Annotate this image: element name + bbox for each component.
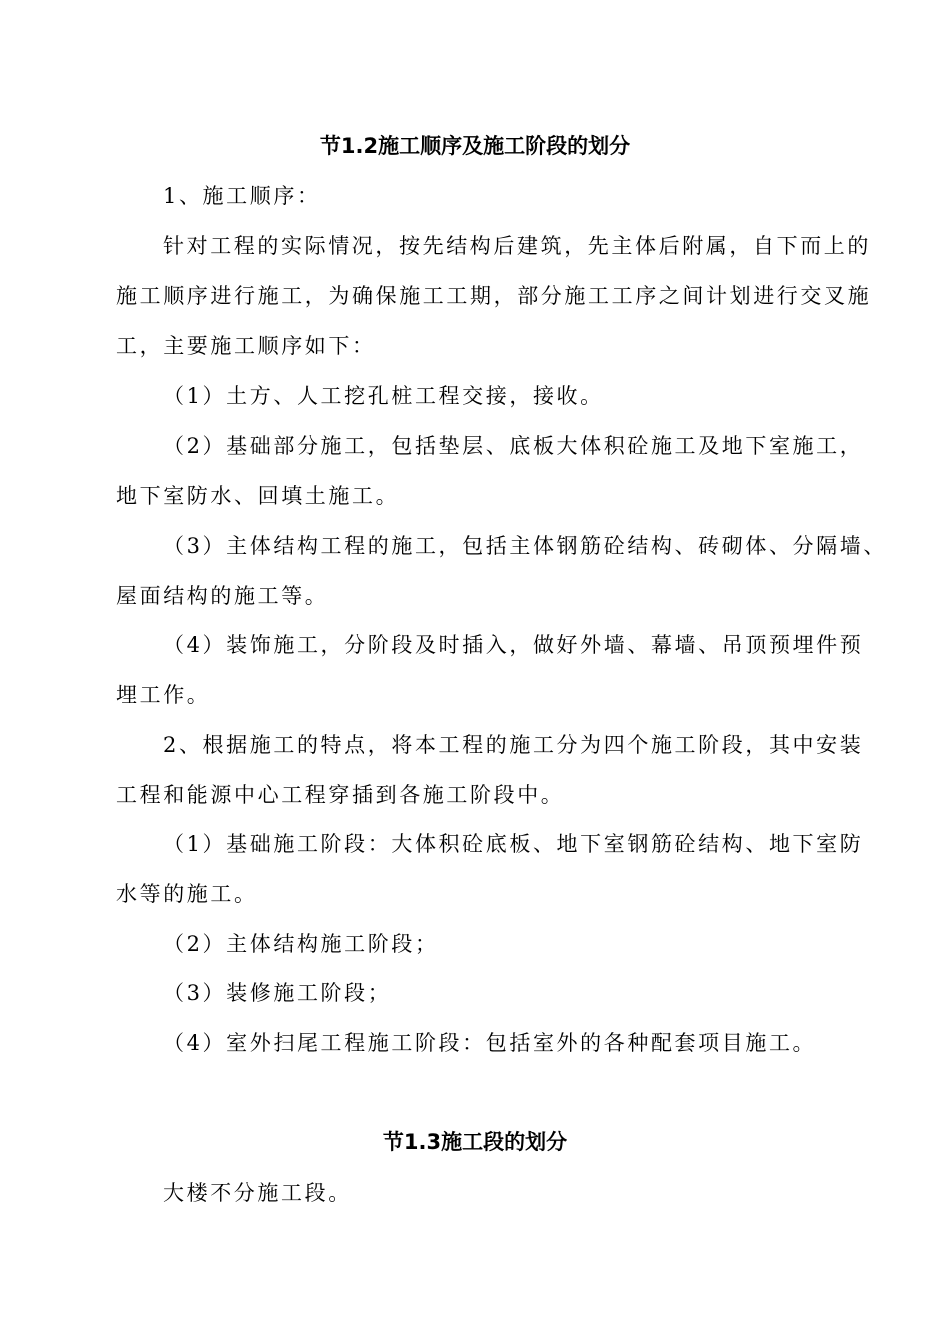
paragraph-line: 水等的施工。 — [116, 882, 258, 906]
paragraph-line: （3）主体结构工程的施工，包括主体钢筋砼结构、砖砌体、分隔墙、 — [163, 534, 887, 558]
paragraph-line: （4）装饰施工，分阶段及时插入，做好外墙、幕墙、吊顶预埋件预 — [163, 633, 864, 657]
paragraph-line: （1）基础施工阶段：大体积砼底板、地下室钢筋砼结构、地下室防 — [163, 832, 864, 856]
paragraph-line: 屋面结构的施工等。 — [116, 584, 329, 608]
paragraph-line: （3）装修施工阶段； — [163, 981, 392, 1005]
paragraph-line: （4）室外扫尾工程施工阶段：包括室外的各种配套项目施工。 — [163, 1031, 817, 1055]
paragraph-line: 针对工程的实际情况，按先结构后建筑，先主体后附属，自下而上的 — [163, 234, 871, 258]
paragraph-line: 大楼不分施工段。 — [163, 1181, 352, 1205]
paragraph-line: （2）基础部分施工，包括垫层、底板大体积砼施工及地下室施工， — [163, 434, 864, 458]
section-1-3-title: 节1.3施工段的划分 — [382, 1130, 568, 1154]
paragraph-line: 施工顺序进行施工，为确保施工工期，部分施工工序之间计划进行交叉施 — [116, 284, 872, 308]
paragraph-line: 工，主要施工顺序如下： — [116, 334, 376, 358]
paragraph-line: 工程和能源中心工程穿插到各施工阶段中。 — [116, 783, 565, 807]
paragraph-line: （2）主体结构施工阶段； — [163, 932, 439, 956]
section-1-2-title: 节1.2施工顺序及施工阶段的划分 — [319, 134, 631, 158]
paragraph-line: 2、根据施工的特点，将本工程的施工分为四个施工阶段，其中安装 — [163, 733, 864, 757]
paragraph-line: 埋工作。 — [116, 683, 211, 707]
paragraph-line: （1）土方、人工挖孔桩工程交接，接收。 — [163, 384, 604, 408]
paragraph-line: 地下室防水、回填土施工。 — [116, 484, 400, 508]
paragraph-line: 1、施工顺序： — [163, 184, 321, 208]
